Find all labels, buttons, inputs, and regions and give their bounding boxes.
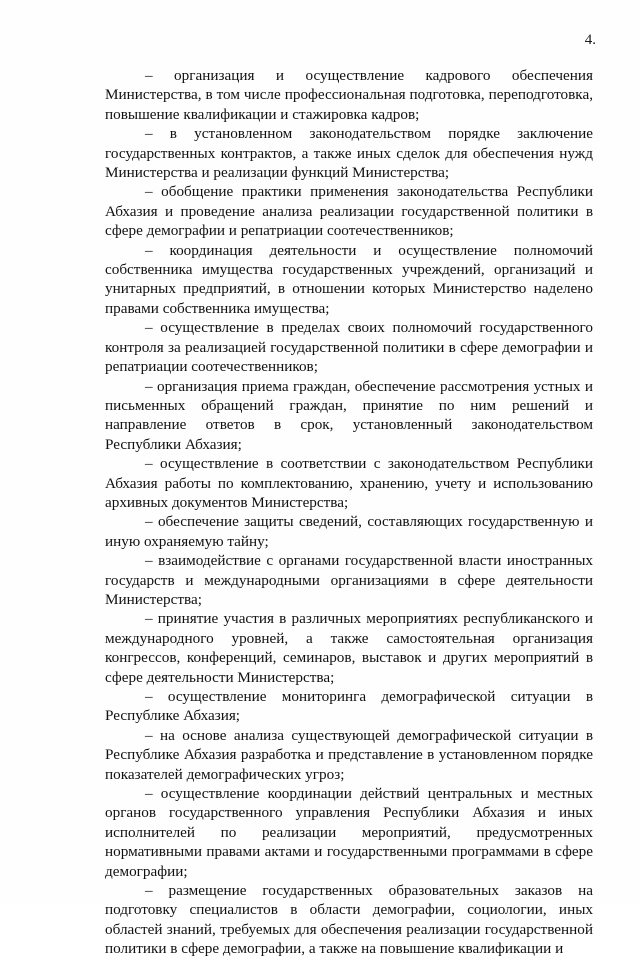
list-item: – организация и осуществление кадрового обеспечения Министерства, в том числе профессиональная подготовка, переподготовка, повышение квалификации и стажировка кадров; xyxy=(105,67,593,123)
list-item: – осуществление в пределах своих полномочий государственного контроля за реализацией государственной политики в сфере демографии и репатриации соотечественников; xyxy=(105,319,593,376)
list-item: – организация приема граждан, обеспечение рассмотрения устных и письменных обращений граждан, принятие по ним решений и направление ответов в срок, установленный законодательством Республики Абхазия; xyxy=(105,377,593,453)
list-item: – осуществление в соответствии с законодательством Республики Абхазия работы по комплектованию, хранению, учету и использованию архивных документов Министерства; xyxy=(105,455,593,511)
list-item: – взаимодействие с органами государственной власти иностранных государств и международными организациями в сфере деятельности Министерства; xyxy=(105,552,593,608)
list-item: – осуществление координации действий центральных и местных органов государственного управления Республики Абхазия и иных исполнителей по реализации мероприятий, предусмотренных нормативными правами актами и государственными программами в сфере демографии; xyxy=(105,785,593,880)
list-item: – координация деятельности и осуществление полномочий собственника имущества государственных учреждений, организаций и унитарных предприятий, в отношении которых Министерство наделено правами собственника имущества; xyxy=(105,241,593,317)
list-item: – в установленном законодательством порядке заключение государственных контрактов, а также иных сделок для обеспечения нужд Министерства и реализации функций Министерства; xyxy=(105,125,593,182)
page-number: 4. xyxy=(584,32,596,48)
document-body xyxy=(105,66,593,959)
list-item: – принятие участия в различных мероприятиях республиканского и международного уровней, а также самостоятельная организация конгрессов, конференций, семинаров, выставок и других мероприятий в сфере деятельности Министерства; xyxy=(105,610,593,686)
list-item: – обобщение практики применения законодательства Республики Абхазия и проведение анализа реализации государственной политики в сфере демографии и репатриации соотечественников; xyxy=(105,183,593,240)
list-item: – на основе анализа существующей демографической ситуации в Республике Абхазия разработка и представление в установленном порядке показателей демографических угроз; xyxy=(105,726,593,783)
list-item: – осуществление мониторинга демографической ситуации в Республике Абхазия; xyxy=(105,688,593,725)
list-item: – обеспечение защиты сведений, составляющих государственную и иную охраняемую тайну; xyxy=(105,513,593,550)
list-item: – размещение государственных образовательных заказов на подготовку специалистов в области демографии, социологии, иных областей знаний, требуемых для обеспечения реализации государственной политики в сфере демографии, а также на повышение квалификации и xyxy=(105,882,593,958)
